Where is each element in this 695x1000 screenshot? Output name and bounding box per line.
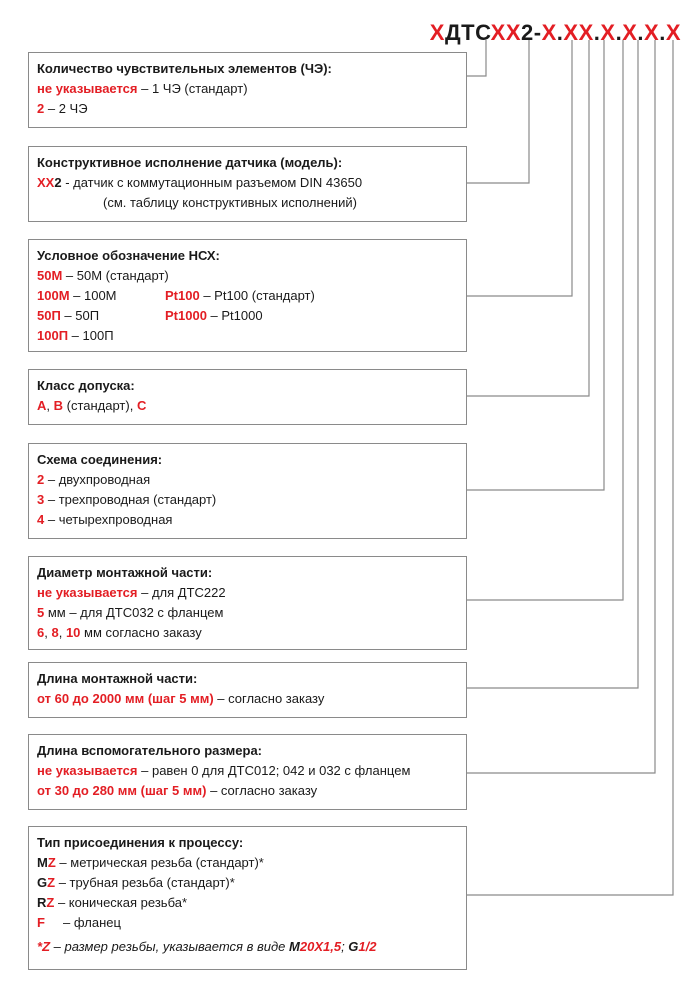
option-code: Z [47, 855, 56, 870]
option-sep: , [44, 625, 52, 640]
option-code: 4 [37, 512, 45, 527]
option-line [37, 286, 458, 306]
option-line [37, 781, 458, 801]
option-desc: – коническая резьба* [54, 895, 188, 910]
option-desc: – Pt1000 [206, 308, 263, 323]
option-line [37, 470, 458, 490]
option-desc: - датчик с коммутационным разъемом DIN 43650 [61, 175, 363, 190]
option-code: не указывается [37, 763, 138, 778]
code-part: ХХ [563, 20, 594, 45]
tolerance-class-box [28, 369, 467, 425]
option-code: 50П [37, 308, 61, 323]
box-title: Количество чувствительных элементов (ЧЭ): [37, 61, 332, 76]
code-part: Х [541, 20, 557, 45]
footnote-code: Z [42, 939, 51, 954]
option-code: M [37, 855, 48, 870]
connector-2 [467, 40, 529, 183]
box-title: Условное обозначение НСХ: [37, 248, 220, 263]
option-sep: , [46, 398, 54, 413]
option-line [37, 689, 458, 709]
connector-6 [467, 40, 623, 600]
option-code: 6 [37, 625, 45, 640]
option-code: от 60 до 2000 мм (шаг 5 мм) [37, 691, 214, 706]
option-line [37, 99, 458, 119]
option-line [37, 173, 458, 193]
box-title: Класс допуска: [37, 378, 135, 393]
box-title: Длина монтажной части: [37, 671, 198, 686]
option-code: 2 [54, 175, 62, 190]
box-title: Конструктивное исполнение датчика (модель): [37, 155, 343, 170]
option-code: 50М [37, 268, 63, 283]
option-code: ХХ [37, 175, 55, 190]
mounting-diameter-box [28, 556, 467, 650]
option-line [37, 306, 458, 326]
option-desc: – метрическая резьба (стандарт)* [55, 855, 264, 870]
option-desc: – согласно заказу [213, 691, 325, 706]
option-line: (см. таблицу конструктивных исполнений) [103, 195, 357, 210]
option-code: 10 [65, 625, 81, 640]
option-code: С [136, 398, 147, 413]
footnote-code: 20Х1,5 [299, 939, 342, 954]
connector-7 [467, 40, 638, 688]
option-desc: мм – для ДТС032 с фланцем [44, 605, 224, 620]
nsx-box [28, 239, 467, 352]
order-code [430, 20, 681, 46]
connector-5 [467, 40, 604, 490]
option-desc: – равен 0 для ДТС012; 042 и 032 с фланцем [137, 763, 411, 778]
option-desc: – фланец [44, 915, 121, 930]
option-code: Pt1000 [165, 308, 207, 323]
option-code: А [37, 398, 47, 413]
process-connection-box [28, 826, 467, 970]
option-code: 2 [37, 472, 45, 487]
box-title: Тип присоединения к процессу: [37, 835, 244, 850]
option-line [37, 873, 458, 893]
option-desc: (стандарт), [63, 398, 137, 413]
code-part: ДТС [444, 20, 491, 45]
box-title: Схема соединения: [37, 452, 163, 467]
footnote-code: 1/2 [358, 939, 377, 954]
option-code: от 30 до 280 мм (шаг 5 мм) [37, 783, 207, 798]
option-line [37, 510, 458, 530]
option-code: F [37, 915, 45, 930]
option-desc: – Pt100 (стандарт) [199, 288, 315, 303]
code-part: 2 [521, 20, 534, 45]
option-line [37, 893, 458, 913]
option-line [37, 913, 458, 933]
code-part: Х [429, 20, 445, 45]
connector-8 [467, 40, 655, 773]
option-desc: – 1 ЧЭ (стандарт) [137, 81, 248, 96]
option-code: не указывается [37, 81, 138, 96]
option-desc: – четырехпроводная [44, 512, 173, 527]
connector-3 [467, 40, 572, 296]
option-code: 2 [37, 101, 45, 116]
option-code: В [53, 398, 64, 413]
option-desc: – двухпроводная [44, 472, 151, 487]
connector-4 [467, 40, 589, 396]
sensor-count-box [28, 52, 467, 128]
footnote-text: – размер резьбы, указывается в виде [50, 939, 290, 954]
option-line [37, 603, 458, 623]
option-code: 100М [37, 288, 70, 303]
code-part: . [593, 20, 601, 45]
footnote-code: G [348, 939, 359, 954]
footnote-code: M [289, 939, 300, 954]
code-part: - [533, 20, 542, 45]
option-code: 100П [37, 328, 69, 343]
code-part: ХХ [490, 20, 521, 45]
mounting-length-box [28, 662, 467, 718]
option-line [37, 583, 458, 603]
option-line [37, 623, 458, 643]
option-line [37, 266, 458, 286]
code-part: . [556, 20, 564, 45]
model-box [28, 146, 467, 222]
box-title: Диаметр монтажной части: [37, 565, 213, 580]
option-desc: – для ДТС222 [137, 585, 226, 600]
option-code: G [37, 875, 48, 890]
option-code: 5 [37, 605, 45, 620]
option-line [37, 490, 458, 510]
wiring-scheme-box [28, 443, 467, 539]
option-line [37, 326, 458, 346]
option-code: Z [47, 875, 56, 890]
code-part: Х [644, 20, 660, 45]
option-desc: – 2 ЧЭ [44, 101, 88, 116]
footnote [37, 937, 458, 957]
box-title: Длина вспомогательного размера: [37, 743, 263, 758]
option-desc: – трубная резьба (стандарт)* [55, 875, 235, 890]
connector-9 [467, 40, 673, 895]
option-code: 3 [37, 492, 45, 507]
option-line [37, 853, 458, 873]
code-part: . [637, 20, 644, 45]
auxiliary-length-box [28, 734, 467, 810]
option-line [37, 761, 458, 781]
option-desc: – 50М (стандарт) [62, 268, 169, 283]
code-part: . [659, 20, 666, 45]
code-part: . [615, 20, 623, 45]
option-desc: – согласно заказу [206, 783, 318, 798]
option-desc: – трехпроводная (стандарт) [44, 492, 217, 507]
option-code: Z [46, 895, 55, 910]
option-desc: – 100П [68, 328, 114, 343]
option-desc: – 50П [60, 308, 100, 323]
option-desc: – 100М [69, 288, 117, 303]
code-part: Х [665, 20, 681, 45]
option-desc: мм согласно заказу [80, 625, 202, 640]
footnote-mark: * [37, 939, 43, 954]
option-code: R [37, 895, 47, 910]
option-code: 8 [51, 625, 59, 640]
footnote-sep: ; [341, 939, 349, 954]
option-line [37, 396, 458, 416]
option-line [37, 79, 458, 99]
code-part: Х [600, 20, 616, 45]
code-part: Х [622, 20, 638, 45]
option-code: Pt100 [165, 288, 200, 303]
option-code: не указывается [37, 585, 138, 600]
option-sep: , [58, 625, 66, 640]
